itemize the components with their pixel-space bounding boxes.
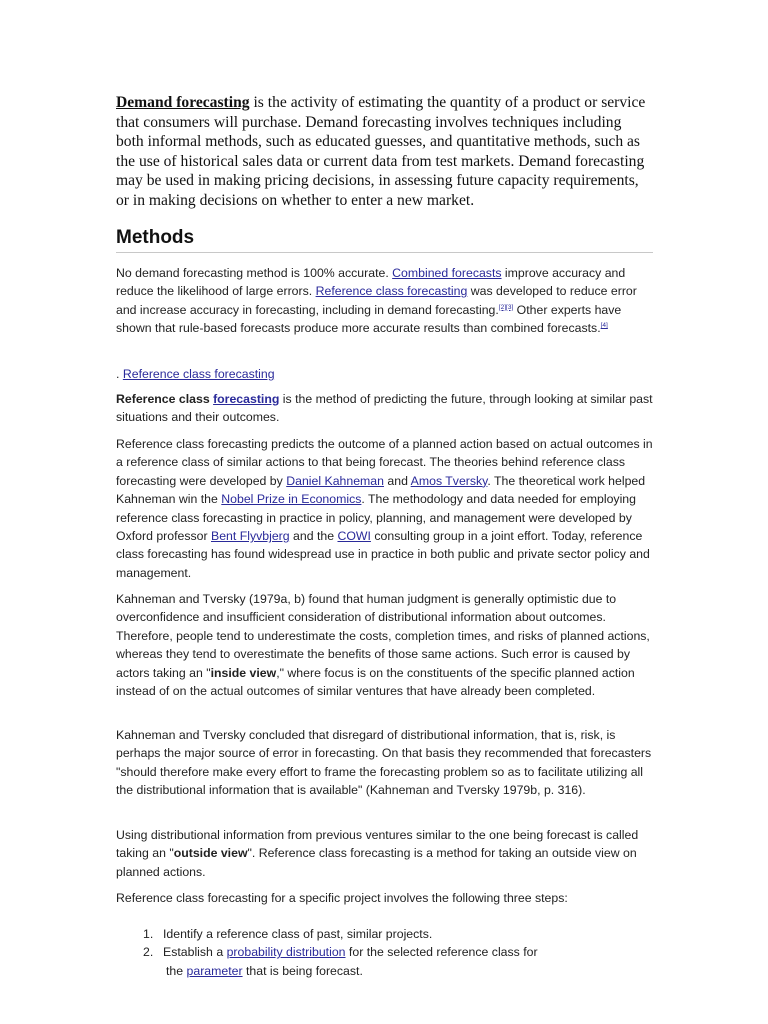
text-span: Other experts have shown that rule-based forecasts produce more accurate results than combined forecasts. [116,302,622,336]
paragraph-history [116,435,656,582]
list-continuation [166,962,656,980]
text-span: improve accuracy and reduce the likelihood of large errors. [116,266,626,299]
list-text: Identify a reference class of past, similar projects. [163,927,433,941]
link-parameter[interactable]: parameter [186,963,243,978]
link-combined-forecasts[interactable]: Combined forecasts [392,266,502,280]
text-span: . [116,367,123,381]
citation-4[interactable]: [4] [600,322,608,330]
list-item [116,943,656,980]
text-span: and the [289,529,338,544]
link-bent-flyvbjerg[interactable]: Bent Flyvbjerg [211,529,290,544]
list-text: Establish a [163,945,227,960]
intro-paragraph [116,93,646,211]
link-amos-tversky[interactable]: Amos Tversky [410,473,488,488]
bold-outside-view: outside view [173,846,248,861]
text-span: Reference class forecasting predicts the outcome of a planned action based on actual outcomes in a reference class of similar actions to that being forecast. The theories behind reference class forecasting were developed by [116,437,653,488]
text-span: Reference class forecasting for a specific project involves the following three steps: [116,891,568,905]
list-item [116,925,656,943]
list-text: that is being forecast. [242,963,363,978]
section-heading-methods: Methods [116,227,653,253]
list-number: 2. [143,945,154,960]
link-forecasting[interactable]: forecasting [213,392,280,406]
paragraph-definition [116,390,656,427]
paragraph-steps-intro [116,889,656,907]
text-span: ". Reference class forecasting is a method for taking an outside view on planned actions. [116,846,637,879]
text-span: and [383,473,411,488]
link-cowi[interactable]: COWI [337,529,371,544]
text-span: is the method of predicting the future, through looking at similar past situations and their outcomes. [116,392,653,425]
text-span: was developed to reduce error and increase accuracy in forecasting, including in demand forecasting. [116,284,637,317]
list-text: the [166,963,187,978]
link-nobel-prize[interactable]: Nobel Prize in Economics [221,492,362,507]
paragraph-outside-view [116,826,656,881]
link-probability-distribution[interactable]: probability distribution [226,945,346,960]
text-span: No demand forecasting method is 100% accurate. [116,266,393,280]
intro-text: is the activity of estimating the quantity of a product or service that consumers will purchase. Demand forecasting involves techniques including both informal methods, such as educated guesses, and quantitative methods, such as the use of historical sales data or current data from test markets. Demand forecasting may be used in making pricing decisions, in assessing future capacity requirements, or in making decisions on whether to enter a new market. [116,94,646,209]
list-text: for the selected reference class for [345,945,538,960]
list-number: 1. [143,927,154,941]
bold-term: Reference class [116,392,214,406]
link-daniel-kahneman[interactable]: Daniel Kahneman [286,473,384,488]
link-reference-class-forecasting-sub[interactable]: Reference class forecasting [122,367,275,381]
link-reference-class-forecasting[interactable]: Reference class forecasting [315,284,468,299]
steps-list [116,925,656,980]
text-span: Kahneman and Tversky concluded that disregard of distributional information, that is, risk, is perhaps the major source of error in forecasting. On that basis they recommended that forecasters "should therefore make every effort to frame the forecasting problem so as to facilitate utilizing all the distributional information that is available" (Kahneman and Tversky 1979b, p. 316). [116,728,652,798]
text-span: . The methodology and data needed for employing reference class forecasting in practice in policy, planning, and management were developed by Oxford professor [116,492,636,544]
citation-2-3[interactable]: [2][3] [498,303,514,311]
paragraph-inside-view [116,590,656,700]
text-span: Kahneman and Tversky (1979a, b) found that human judgment is generally optimistic due to overconfidence and insufficient consideration of distributional information about outcomes. Therefore, people tend to underestimate the costs, completion times, and risks of planned actions, whereas they tend to overestimate the benefits of those same actions. Such error is caused by actors taking an " [116,592,650,680]
intro-term: Demand forecasting [116,94,250,111]
paragraph-distributional [116,726,656,800]
paragraph-accuracy [116,264,656,338]
text-span: consulting group in a joint effort. Today, reference class forecasting has found widespread use in practice in both public and private sector policy and management. [116,529,650,580]
text-span: ," where focus is on the constituents of the specific planned action instead of on the actual outcomes of similar ventures that have already been completed. [116,665,635,699]
text-span: . The theoretical work helped Kahneman win the [116,473,646,507]
bold-inside-view: inside view [210,665,277,680]
text-span: Using distributional information from previous ventures similar to the one being forecast is called taking an " [116,828,639,861]
subheading-reference-class [116,365,656,383]
